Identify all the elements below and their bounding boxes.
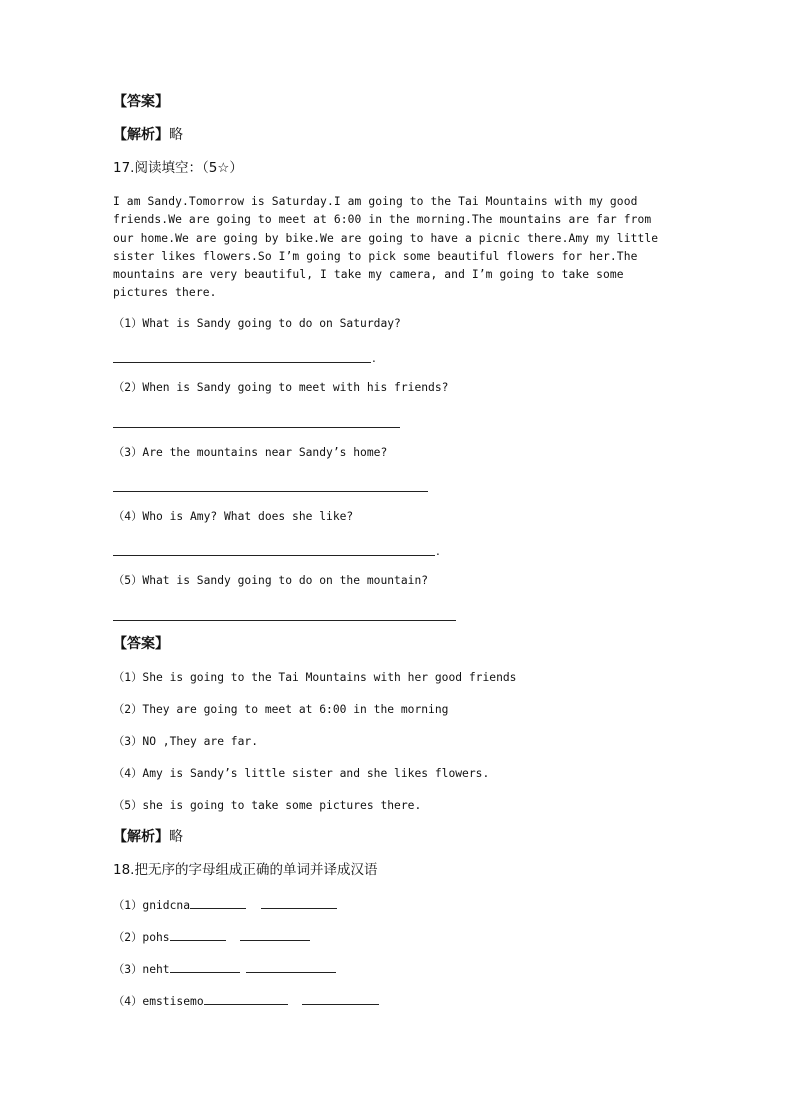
q17-answer-3: （3）NO ,They are far.: [113, 735, 259, 748]
passage-line: friends.We are going to meet at 6:00 in the morning.The mountains are far from: [113, 213, 652, 227]
q17-answer-blank-1-end: .: [372, 351, 376, 365]
answer-label-16: 【答案】: [113, 94, 169, 110]
q18-scrambled-word: gnidcna: [142, 899, 191, 912]
q18-word-blank[interactable]: [190, 896, 246, 909]
q18-item-1: [113, 896, 337, 914]
analysis-label-17: 【解析】: [113, 829, 169, 845]
q17-answer-blank-4[interactable]: [113, 555, 435, 556]
passage-line: sister likes flowers.So I’m going to pick some beautiful flowers for her.The: [113, 249, 638, 263]
analysis-text-17: 略: [169, 829, 183, 845]
analysis-text-16: 略: [169, 127, 183, 143]
q17-answer-2: （2）They are going to meet at 6:00 in the morning: [113, 703, 449, 716]
analysis-label-16: 【解析】: [113, 127, 169, 143]
q17-passage: [113, 193, 673, 303]
passage-line: mountains are very beautiful, I take my camera, and I’m going to take some: [113, 268, 624, 282]
q17-answer-blank-1[interactable]: [113, 362, 371, 363]
q18-item-number: （1）: [113, 899, 143, 912]
q17-answer-blank-4-end: .: [436, 544, 440, 558]
q18-translation-blank[interactable]: [261, 896, 337, 909]
q17-answer-blank-5[interactable]: [113, 620, 456, 621]
q17-answer-4: （4）Amy is Sandy’s little sister and she likes flowers.: [113, 767, 490, 780]
passage-line: our home.We are going by bike.We are going to have a picnic there.Amy my little: [113, 231, 659, 245]
q18-scrambled-word: emstisemo: [142, 995, 204, 1008]
q17-question-3: （3）Are the mountains near Sandy’s home?: [113, 446, 388, 459]
analysis-line-16: [113, 127, 183, 143]
analysis-line-17: [113, 829, 183, 845]
q18-item-number: （2）: [113, 931, 143, 944]
q17-question-1: （1）What is Sandy going to do on Saturday?: [113, 317, 401, 330]
q17-answer-5: （5）she is going to take some pictures there.: [113, 799, 422, 812]
answer-label-17: 【答案】: [113, 636, 169, 652]
q18-translation-blank[interactable]: [240, 928, 310, 941]
q18-scrambled-word: neht: [142, 963, 170, 976]
q17-question-4: （4）Who is Amy? What does she like?: [113, 510, 354, 523]
q18-word-blank[interactable]: [204, 992, 288, 1005]
q18-translation-blank[interactable]: [246, 960, 336, 973]
q18-word-blank[interactable]: [170, 960, 240, 973]
q17-answer-blank-3[interactable]: [113, 491, 428, 492]
q17-answer-blank-2[interactable]: [113, 427, 400, 428]
q18-translation-blank[interactable]: [302, 992, 379, 1005]
q17-question-2: （2）When is Sandy going to meet with his friends?: [113, 381, 449, 394]
q18-item-3: [113, 960, 336, 978]
q18-item-number: （3）: [113, 963, 143, 976]
q17-title: 17.阅读填空：（5☆）: [113, 160, 243, 176]
passage-line: I am Sandy.Tomorrow is Saturday.I am going to the Tai Mountains with my good: [113, 195, 638, 208]
q18-title: 18.把无序的字母组成正确的单词并译成汉语: [113, 862, 378, 878]
passage-line: pictures there.: [113, 286, 217, 300]
q18-item-number: （4）: [113, 995, 143, 1008]
q17-answer-1: （1）She is going to the Tai Mountains with her good friends: [113, 671, 517, 684]
q17-question-5: （5）What is Sandy going to do on the mountain?: [113, 574, 429, 587]
q18-item-2: [113, 928, 310, 946]
q18-item-4: [113, 992, 379, 1010]
q18-scrambled-word: pohs: [142, 931, 170, 944]
q18-word-blank[interactable]: [170, 928, 226, 941]
